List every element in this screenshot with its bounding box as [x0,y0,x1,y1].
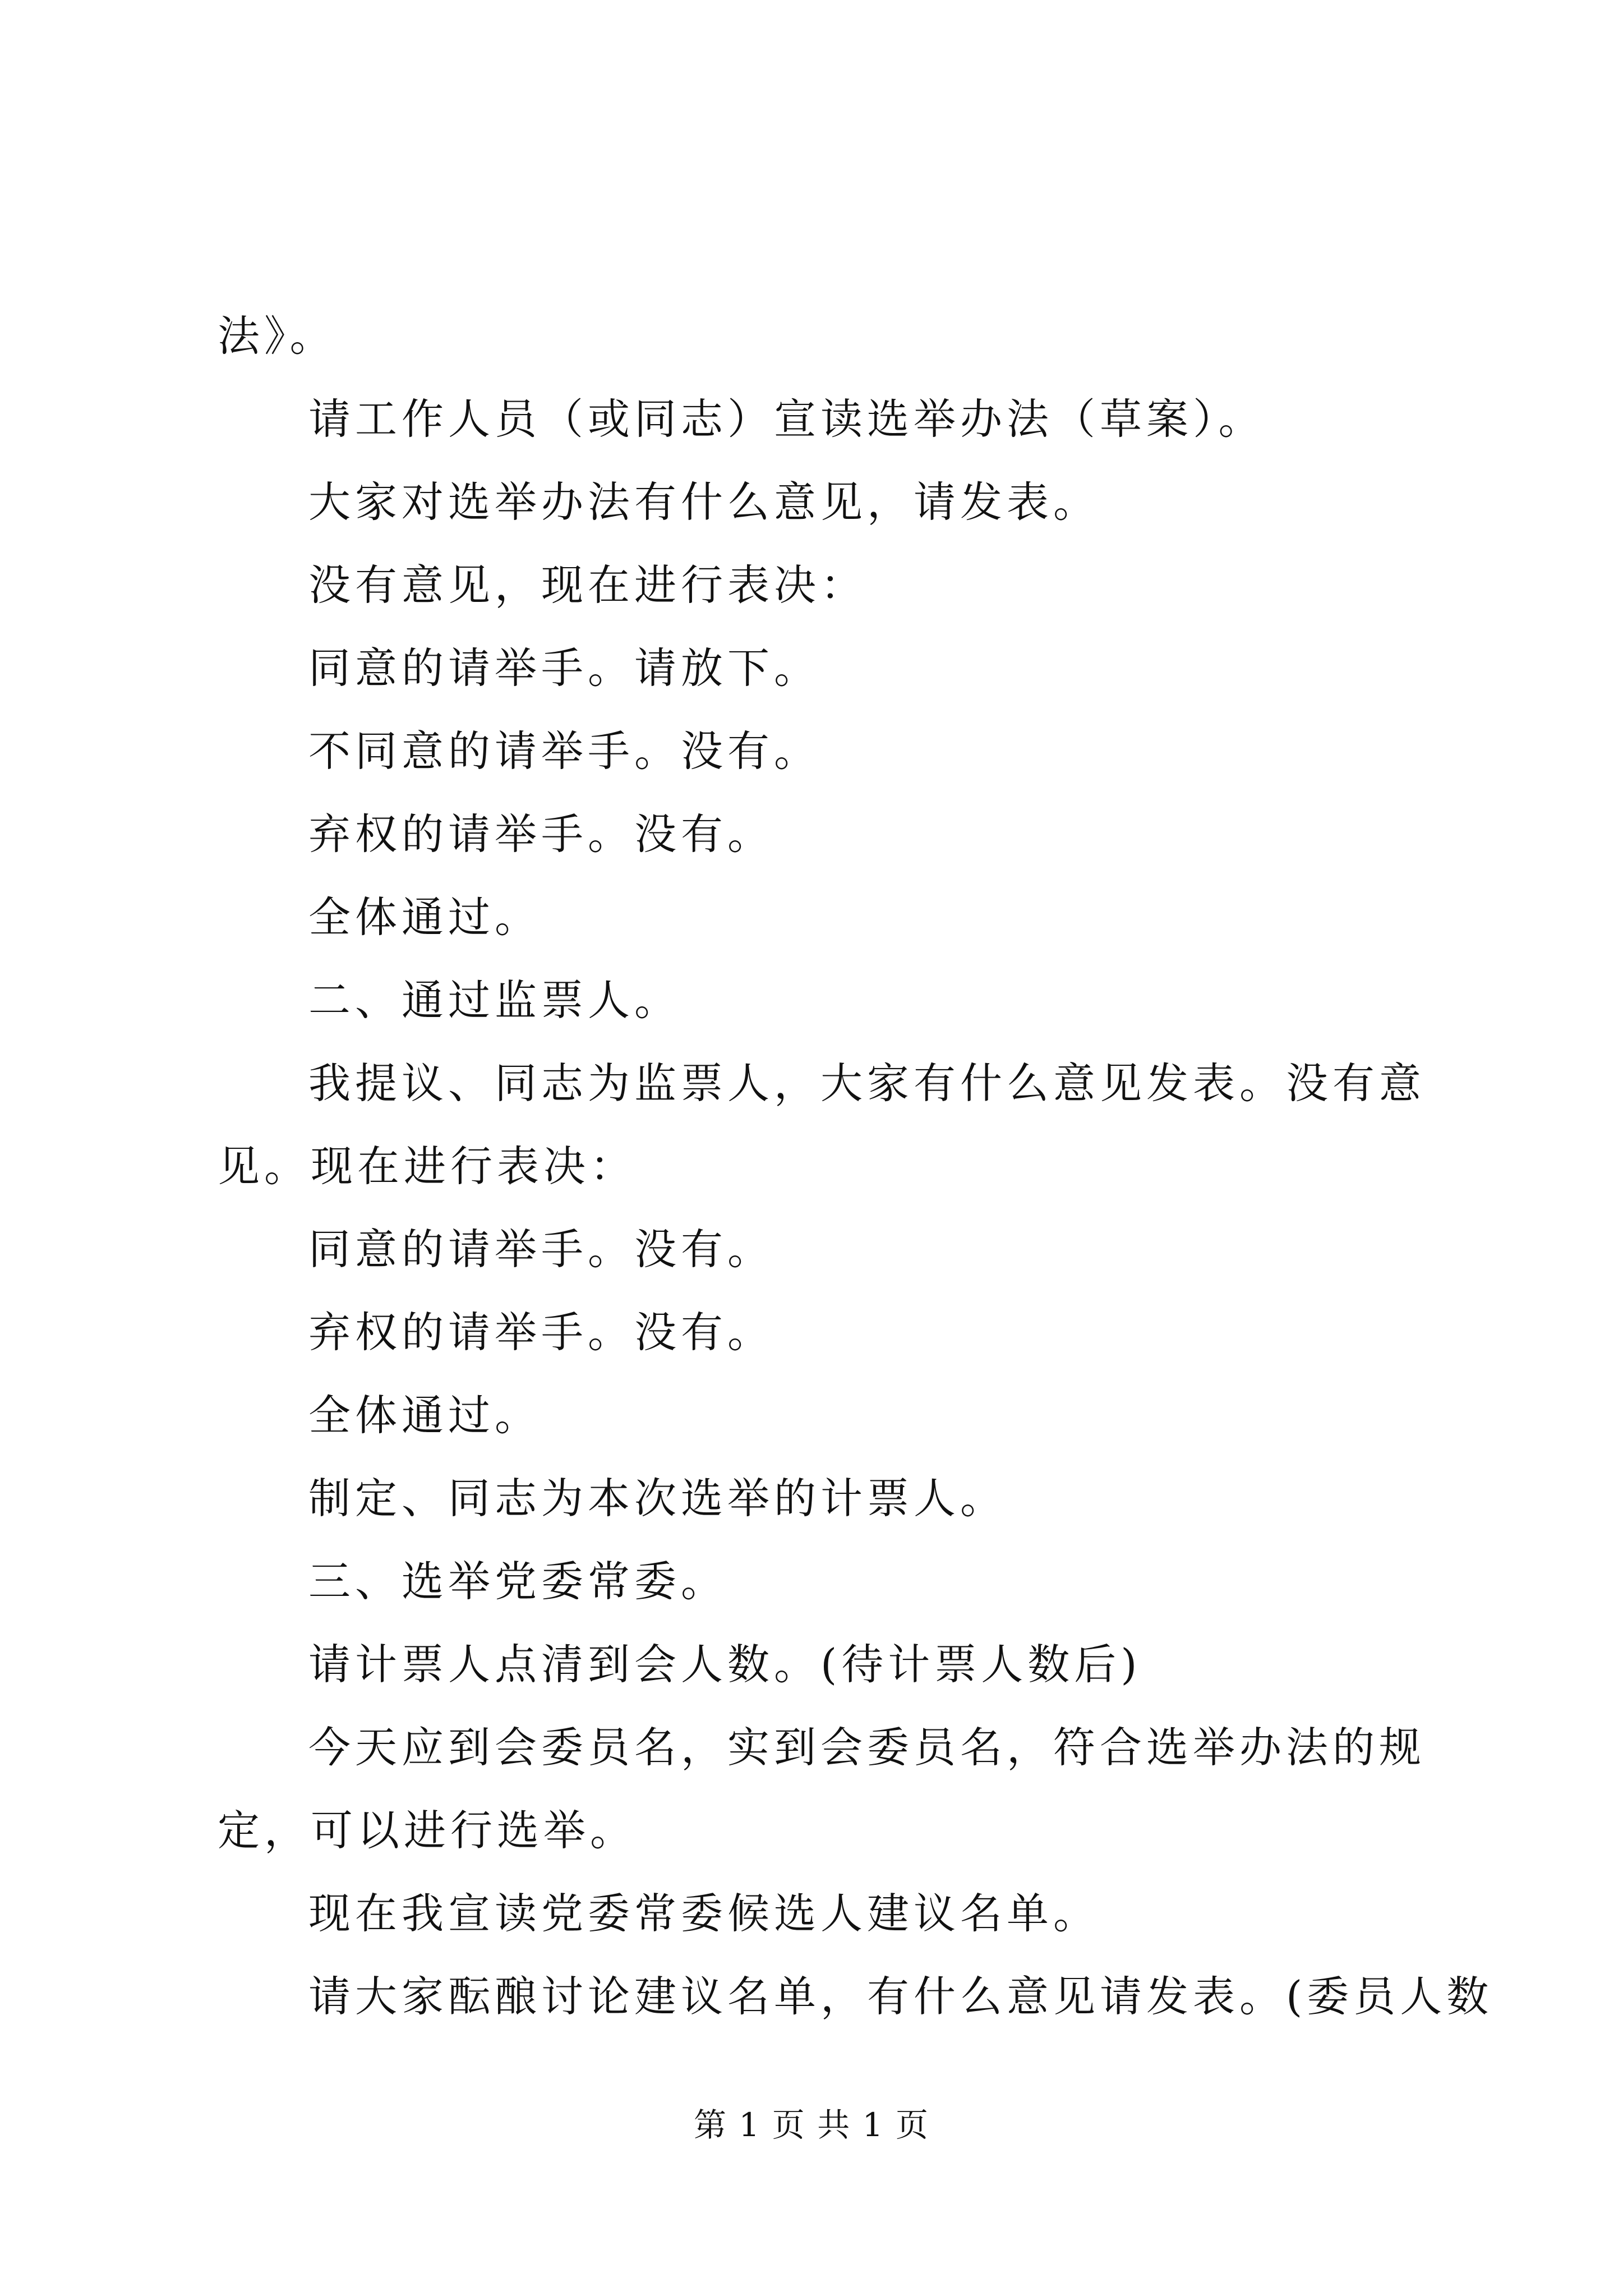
page-number-label: 第 1 页 共 1 页 [694,2106,929,2144]
paragraph-5: 同意的请举手。请放下。 [308,643,821,693]
paragraph-11: 同意的请举手。没有。 [308,1225,774,1274]
paragraph-8: 全体通过。 [308,892,542,942]
paragraph-13: 全体通过。 [308,1391,542,1440]
paragraph-18: 现在我宣读党委常委候选人建议名单。 [308,1889,1100,1938]
paragraph-1: 法》。 [218,311,336,361]
paragraph-19: 请大家酝酿讨论建议名单，有什么意见请发表。(委员人数 [308,1972,1493,2021]
paragraph-16: 请计票人点清到会人数。(待计票人数后) [308,1640,1142,1689]
paragraph-4: 没有意见，现在进行表决： [308,560,868,610]
paragraph-17: 今天应到会委员名，实到会委员名，符合选举办法的规定，可以进行选举。 [218,1723,1426,1855]
paragraph-2: 请工作人员（或同志）宣读选举办法（草案）。 [308,394,1265,444]
paragraph-10: 我提议、同志为监票人，大家有什么意见发表。没有意见。现在进行表决： [218,1059,1426,1191]
paragraph-7: 弃权的请举手。没有。 [308,809,774,859]
paragraph-3: 大家对选举办法有什么意见，请发表。 [308,477,1100,527]
paragraph-9: 二、通过监票人。 [308,976,681,1025]
page-footer [0,2102,1623,2147]
paragraph-14: 制定、同志为本次选举的计票人。 [308,1474,1007,1523]
paragraph-6: 不同意的请举手。没有。 [308,726,821,776]
document-body [218,295,1493,2038]
paragraph-15: 三、选举党委常委。 [308,1557,728,1606]
paragraph-12: 弃权的请举手。没有。 [308,1308,774,1357]
